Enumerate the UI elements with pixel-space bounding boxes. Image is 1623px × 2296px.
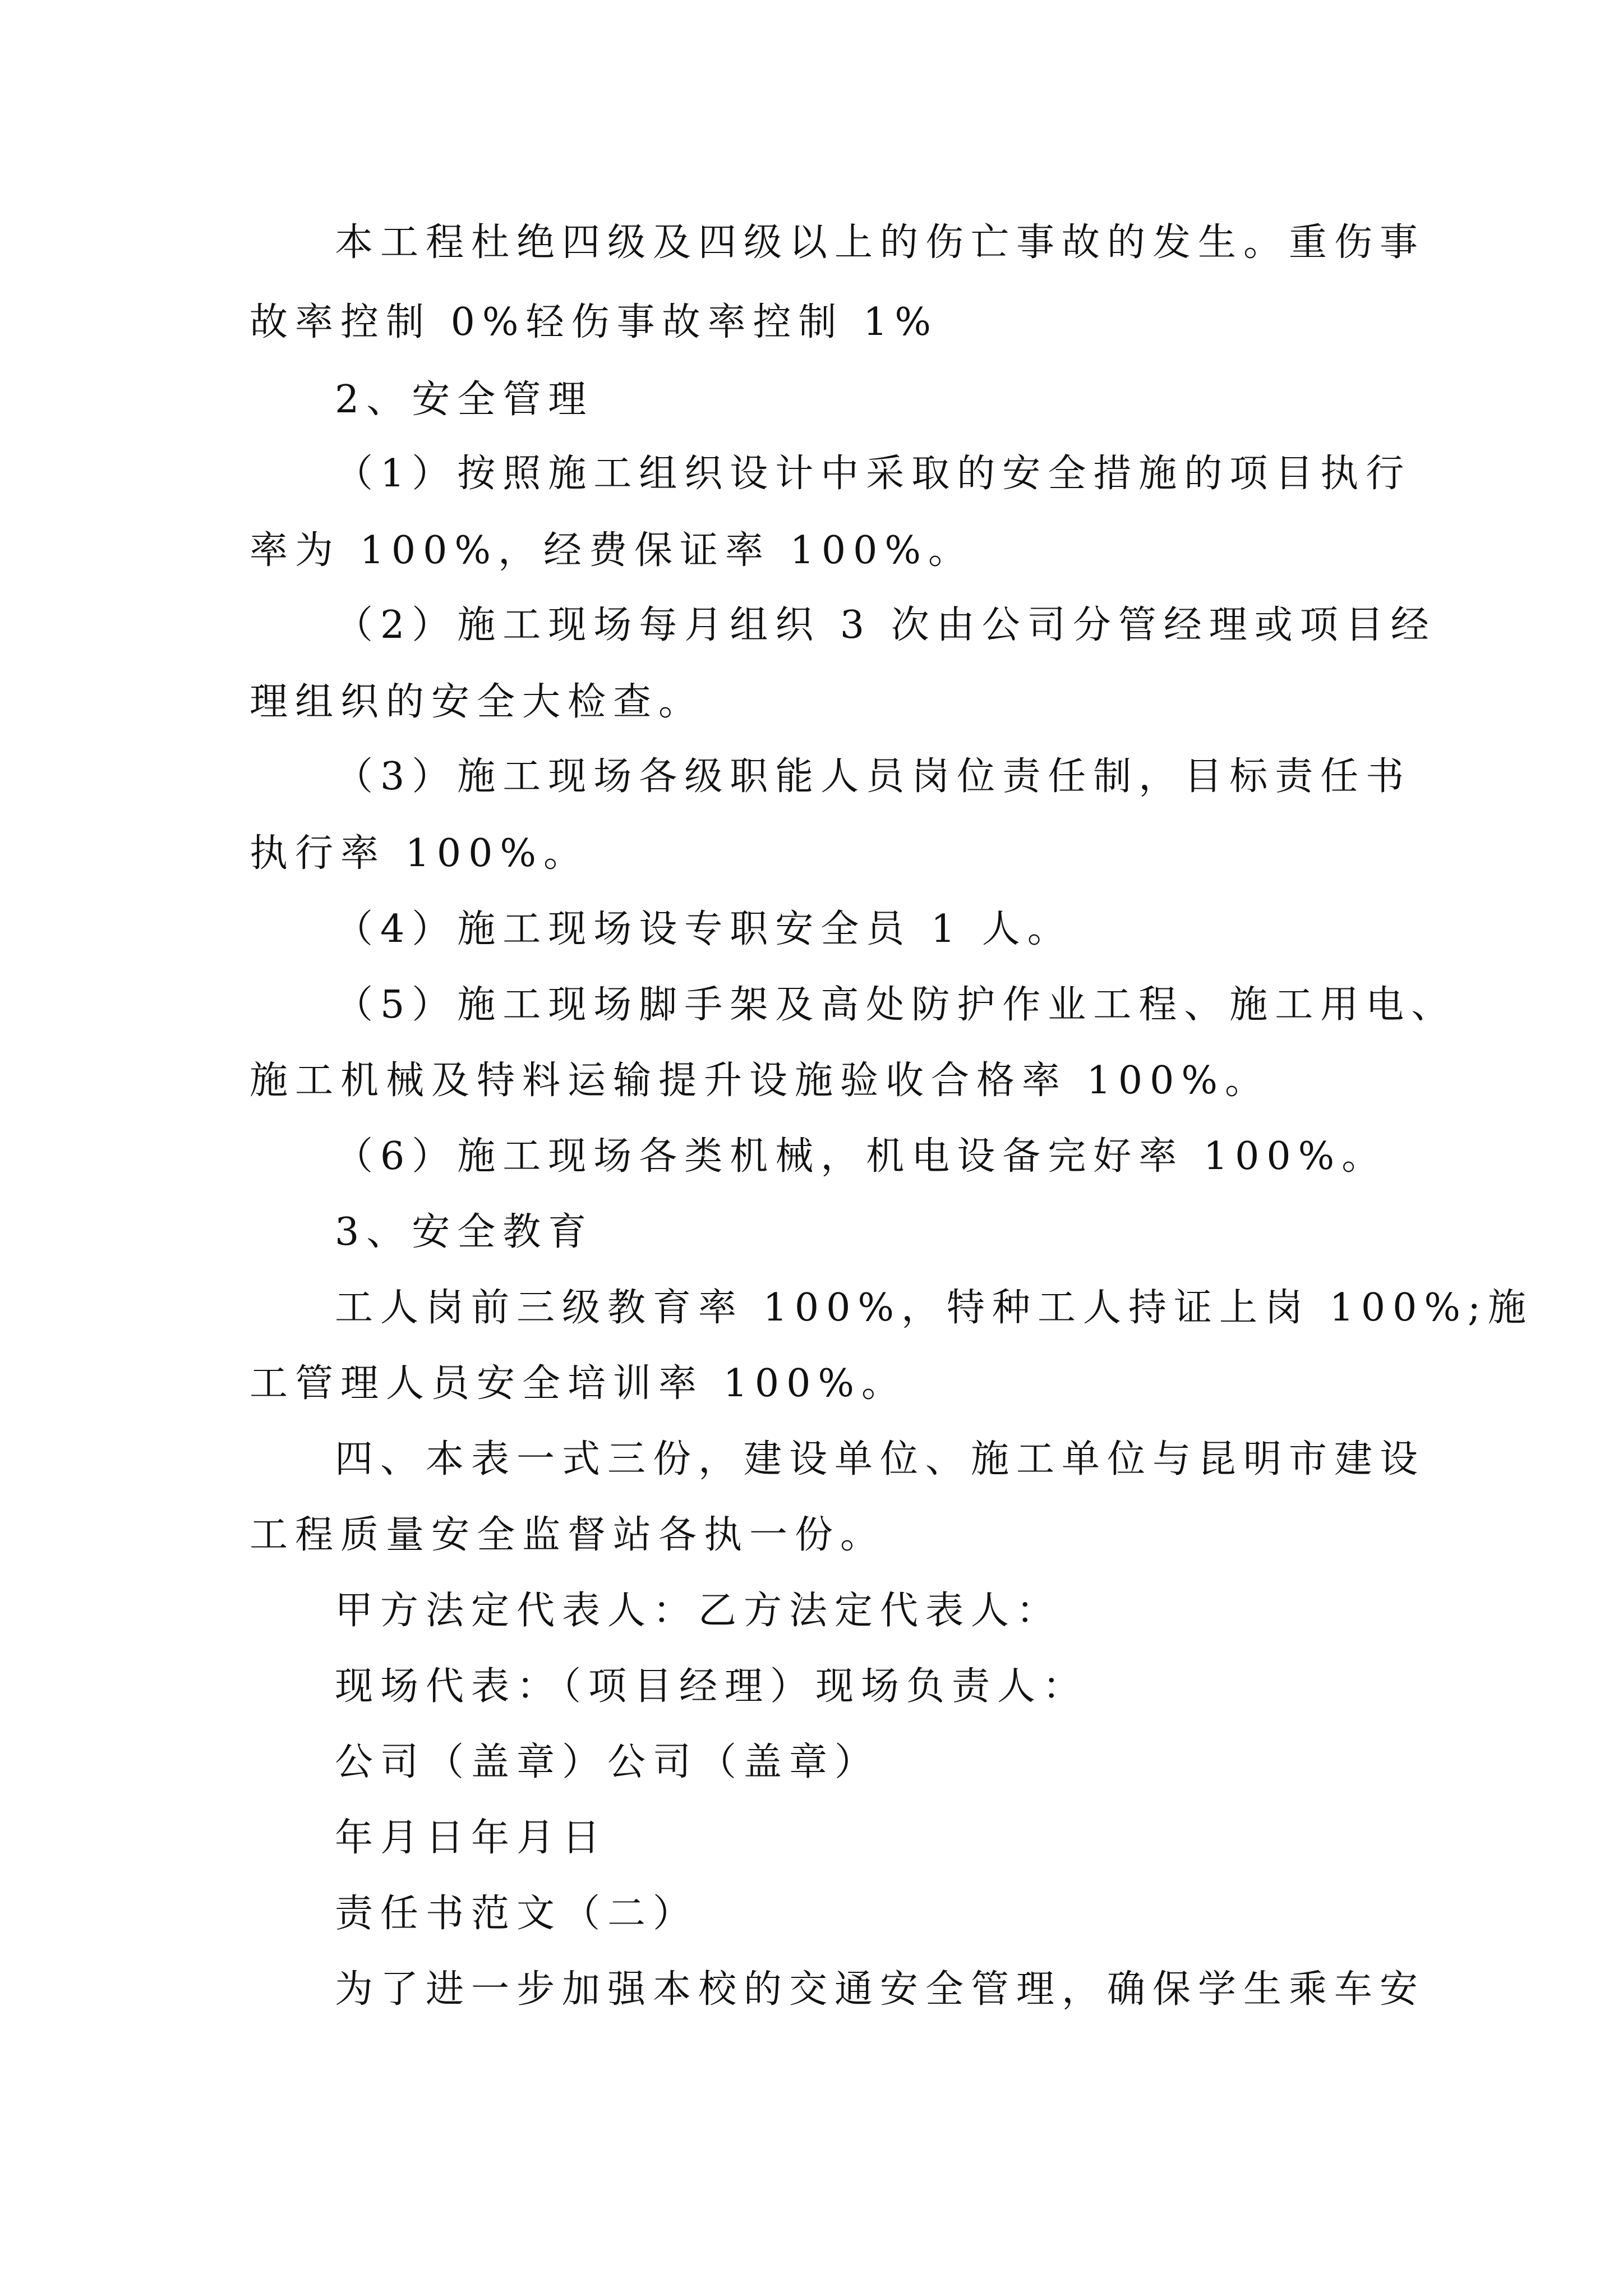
body-text-line: 施工机械及特料运输提升设施验收合格率 100%。 [250,1059,1271,1103]
list-item: （5）施工现场脚手架及高处防护作业工程、施工用电、 [335,983,1457,1027]
section-heading: 3、安全教育 [335,1210,594,1254]
section-heading: 2、安全管理 [335,378,594,422]
signature-line: 甲方法定代表人：乙方法定代表人： [335,1589,1062,1633]
body-text-line: 本工程杜绝四级及四级以上的伤亡事故的发生。重伤事 [335,220,1426,265]
body-text-line: 四、本表一式三份，建设单位、施工单位与昆明市建设 [335,1437,1426,1481]
date-line: 年月日年月日 [335,1816,608,1860]
body-text-line: 故率控制 0%轻伤事故率控制 1% [250,300,938,344]
body-text-line: 为了进一步加强本校的交通安全管理，确保学生乘车安 [335,1967,1426,2012]
section-title: 责任书范文（二） [335,1892,699,1936]
signature-line: 公司（盖章）公司（盖章） [335,1740,880,1784]
list-item: （6）施工现场各类机械，机电设备完好率 100%。 [335,1134,1387,1179]
body-text-line: 工管理人员安全培训率 100%。 [250,1361,907,1406]
list-item: （4）施工现场设专职安全员 1 人。 [335,907,1073,951]
list-item: （2）施工现场每月组织 3 次由公司分管经理或项目经 [335,603,1436,647]
signature-line: 现场代表：（项目经理）现场负责人： [335,1664,1089,1709]
body-text-line: 理组织的安全大检查。 [250,680,704,724]
body-text-line: 工人岗前三级教育率 100%，特种工人持证上岗 100%;施 [335,1286,1533,1330]
body-text-line: 率为 100%，经费保证率 100%。 [250,528,974,573]
body-text-line: 执行率 100%。 [250,831,589,876]
list-item: （3）施工现场各级职能人员岗位责任制，目标责任书 [335,754,1412,799]
body-text-line: 工程质量安全监督站各执一份。 [250,1513,886,1557]
list-item: （1）按照施工组织设计中采取的安全措施的项目执行 [335,452,1412,496]
